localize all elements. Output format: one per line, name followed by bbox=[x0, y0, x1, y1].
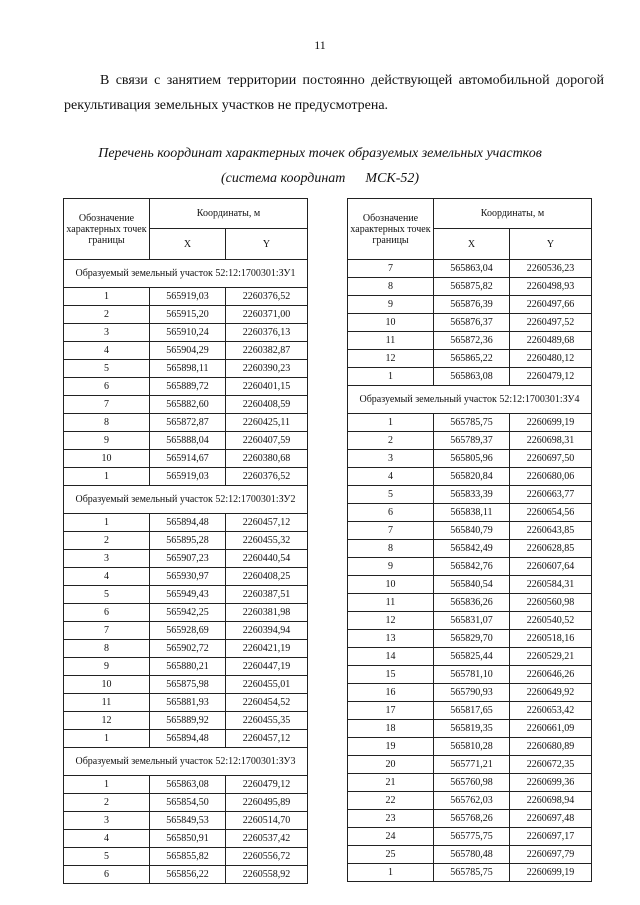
coordinate-system-value: МСК-52) bbox=[365, 171, 420, 186]
y-coordinate-cell: 2260699,19 bbox=[510, 864, 592, 882]
table-row bbox=[64, 396, 308, 414]
x-coordinate-cell: 565840,54 bbox=[434, 576, 510, 594]
y-coordinate-cell: 2260680,89 bbox=[510, 738, 592, 756]
x-coordinate-cell: 565817,65 bbox=[434, 702, 510, 720]
table-row bbox=[348, 630, 592, 648]
point-number-cell: 7 bbox=[64, 622, 150, 640]
table-row bbox=[64, 550, 308, 568]
table-row bbox=[64, 694, 308, 712]
table-row bbox=[64, 568, 308, 586]
table-row bbox=[348, 684, 592, 702]
x-coordinate-cell: 565907,23 bbox=[150, 550, 226, 568]
y-coordinate-cell: 2260425,11 bbox=[226, 414, 308, 432]
y-coordinate-cell: 2260643,85 bbox=[510, 522, 592, 540]
point-number-cell: 9 bbox=[64, 432, 150, 450]
point-number-cell: 1 bbox=[348, 414, 434, 432]
y-coordinate-cell: 2260387,51 bbox=[226, 586, 308, 604]
y-coordinate-cell: 2260408,25 bbox=[226, 568, 308, 586]
point-number-cell: 11 bbox=[348, 332, 434, 350]
x-coordinate-cell: 565856,22 bbox=[150, 866, 226, 884]
y-coordinate-cell: 2260654,56 bbox=[510, 504, 592, 522]
y-coordinate-cell: 2260381,98 bbox=[226, 604, 308, 622]
y-coordinate-cell: 2260380,68 bbox=[226, 450, 308, 468]
point-number-cell: 1 bbox=[64, 776, 150, 794]
x-coordinate-cell: 565949,43 bbox=[150, 586, 226, 604]
y-coordinate-cell: 2260497,66 bbox=[510, 296, 592, 314]
x-coordinate-cell: 565894,48 bbox=[150, 730, 226, 748]
x-coordinate-cell: 565855,82 bbox=[150, 848, 226, 866]
table-row bbox=[64, 468, 308, 486]
table-row bbox=[64, 848, 308, 866]
point-number-cell: 6 bbox=[348, 504, 434, 522]
y-coordinate-cell: 2260699,19 bbox=[510, 414, 592, 432]
table-row bbox=[64, 586, 308, 604]
y-coordinate-cell: 2260537,42 bbox=[226, 830, 308, 848]
section-row bbox=[64, 486, 308, 514]
point-number-cell: 5 bbox=[64, 586, 150, 604]
table-row bbox=[348, 864, 592, 882]
table-body-left bbox=[64, 260, 308, 884]
header-x: X bbox=[434, 229, 510, 260]
y-coordinate-cell: 2260455,01 bbox=[226, 676, 308, 694]
point-number-cell: 9 bbox=[64, 658, 150, 676]
x-coordinate-cell: 565872,36 bbox=[434, 332, 510, 350]
table-row bbox=[348, 720, 592, 738]
x-coordinate-cell: 565915,20 bbox=[150, 306, 226, 324]
table-row bbox=[348, 296, 592, 314]
point-number-cell: 11 bbox=[64, 694, 150, 712]
x-coordinate-cell: 565882,60 bbox=[150, 396, 226, 414]
header-point: Обозначение характерных точек границы bbox=[64, 199, 150, 260]
x-coordinate-cell: 565762,03 bbox=[434, 792, 510, 810]
table-row bbox=[64, 812, 308, 830]
y-coordinate-cell: 2260394,94 bbox=[226, 622, 308, 640]
x-coordinate-cell: 565919,03 bbox=[150, 288, 226, 306]
x-coordinate-cell: 565829,70 bbox=[434, 630, 510, 648]
point-number-cell: 23 bbox=[348, 810, 434, 828]
point-number-cell: 5 bbox=[64, 848, 150, 866]
y-coordinate-cell: 2260455,35 bbox=[226, 712, 308, 730]
x-coordinate-cell: 565889,92 bbox=[150, 712, 226, 730]
y-coordinate-cell: 2260407,59 bbox=[226, 432, 308, 450]
section-title: Образуемый земельный участок 52:12:1700301:ЗУ2 bbox=[64, 486, 308, 514]
y-coordinate-cell: 2260440,54 bbox=[226, 550, 308, 568]
table-row bbox=[348, 468, 592, 486]
point-number-cell: 7 bbox=[348, 522, 434, 540]
point-number-cell: 1 bbox=[64, 730, 150, 748]
y-coordinate-cell: 2260698,94 bbox=[510, 792, 592, 810]
x-coordinate-cell: 565875,98 bbox=[150, 676, 226, 694]
y-coordinate-cell: 2260447,19 bbox=[226, 658, 308, 676]
point-number-cell: 4 bbox=[64, 830, 150, 848]
x-coordinate-cell: 565880,21 bbox=[150, 658, 226, 676]
table-row bbox=[348, 558, 592, 576]
y-coordinate-cell: 2260697,48 bbox=[510, 810, 592, 828]
section-title: Образуемый земельный участок 52:12:1700301:ЗУ3 bbox=[64, 748, 308, 776]
point-number-cell: 16 bbox=[348, 684, 434, 702]
table-row bbox=[348, 774, 592, 792]
table-row bbox=[64, 730, 308, 748]
table-row bbox=[348, 260, 592, 278]
y-coordinate-cell: 2260454,52 bbox=[226, 694, 308, 712]
y-coordinate-cell: 2260498,93 bbox=[510, 278, 592, 296]
table-row bbox=[348, 738, 592, 756]
table-row bbox=[348, 756, 592, 774]
table-row bbox=[64, 306, 308, 324]
header-y: Y bbox=[510, 229, 592, 260]
point-number-cell: 1 bbox=[64, 468, 150, 486]
intro-paragraph bbox=[64, 68, 604, 118]
table-row bbox=[64, 532, 308, 550]
table-row bbox=[64, 450, 308, 468]
table-row bbox=[348, 540, 592, 558]
y-coordinate-cell: 2260390,23 bbox=[226, 360, 308, 378]
point-number-cell: 1 bbox=[64, 514, 150, 532]
table-row bbox=[64, 866, 308, 884]
point-number-cell: 3 bbox=[348, 450, 434, 468]
point-number-cell: 15 bbox=[348, 666, 434, 684]
table-row bbox=[348, 332, 592, 350]
point-number-cell: 9 bbox=[348, 296, 434, 314]
point-number-cell: 2 bbox=[64, 794, 150, 812]
x-coordinate-cell: 565898,11 bbox=[150, 360, 226, 378]
header-point: Обозначение характерных точек границы bbox=[348, 199, 434, 260]
table-row bbox=[348, 350, 592, 368]
point-number-cell: 6 bbox=[64, 378, 150, 396]
point-number-cell: 8 bbox=[348, 278, 434, 296]
table-row bbox=[348, 594, 592, 612]
x-coordinate-cell: 565819,35 bbox=[434, 720, 510, 738]
table-row bbox=[348, 414, 592, 432]
table-row bbox=[64, 622, 308, 640]
table-row bbox=[64, 342, 308, 360]
table-row bbox=[348, 846, 592, 864]
x-coordinate-cell: 565889,72 bbox=[150, 378, 226, 396]
page-number: 11 bbox=[314, 38, 326, 52]
x-coordinate-cell: 565768,26 bbox=[434, 810, 510, 828]
table-row bbox=[348, 486, 592, 504]
table-row bbox=[64, 776, 308, 794]
y-coordinate-cell: 2260698,31 bbox=[510, 432, 592, 450]
point-number-cell: 6 bbox=[64, 604, 150, 622]
y-coordinate-cell: 2260518,16 bbox=[510, 630, 592, 648]
intro-paragraph-text: В связи с занятием территории постоянно действующей автомобильной дорогой рекультивация земельных участков не предусмотрена. bbox=[64, 73, 604, 113]
coordinates-table-right bbox=[347, 198, 592, 882]
section-title: Образуемый земельный участок 52:12:1700301:ЗУ4 bbox=[348, 386, 592, 414]
y-coordinate-cell: 2260497,52 bbox=[510, 314, 592, 332]
y-coordinate-cell: 2260401,15 bbox=[226, 378, 308, 396]
table-row bbox=[64, 378, 308, 396]
point-number-cell: 24 bbox=[348, 828, 434, 846]
table-row bbox=[64, 658, 308, 676]
table-row bbox=[348, 702, 592, 720]
x-coordinate-cell: 565930,97 bbox=[150, 568, 226, 586]
y-coordinate-cell: 2260653,42 bbox=[510, 702, 592, 720]
y-coordinate-cell: 2260455,32 bbox=[226, 532, 308, 550]
point-number-cell: 8 bbox=[64, 640, 150, 658]
point-number-cell: 5 bbox=[64, 360, 150, 378]
point-number-cell: 22 bbox=[348, 792, 434, 810]
table-row bbox=[348, 612, 592, 630]
y-coordinate-cell: 2260421,19 bbox=[226, 640, 308, 658]
x-coordinate-cell: 565831,07 bbox=[434, 612, 510, 630]
x-coordinate-cell: 565849,53 bbox=[150, 812, 226, 830]
table-row bbox=[64, 604, 308, 622]
header-coordinates: Координаты, м bbox=[434, 199, 592, 229]
x-coordinate-cell: 565863,08 bbox=[150, 776, 226, 794]
table-row bbox=[348, 792, 592, 810]
point-number-cell: 8 bbox=[348, 540, 434, 558]
x-coordinate-cell: 565888,04 bbox=[150, 432, 226, 450]
table-row bbox=[348, 432, 592, 450]
x-coordinate-cell: 565805,96 bbox=[434, 450, 510, 468]
y-coordinate-cell: 2260376,13 bbox=[226, 324, 308, 342]
point-number-cell: 14 bbox=[348, 648, 434, 666]
y-coordinate-cell: 2260479,12 bbox=[510, 368, 592, 386]
y-coordinate-cell: 2260479,12 bbox=[226, 776, 308, 794]
table-row bbox=[64, 640, 308, 658]
x-coordinate-cell: 565840,79 bbox=[434, 522, 510, 540]
x-coordinate-cell: 565872,87 bbox=[150, 414, 226, 432]
x-coordinate-cell: 565876,37 bbox=[434, 314, 510, 332]
y-coordinate-cell: 2260540,52 bbox=[510, 612, 592, 630]
x-coordinate-cell: 565895,28 bbox=[150, 532, 226, 550]
point-number-cell: 3 bbox=[64, 550, 150, 568]
table-row bbox=[348, 522, 592, 540]
point-number-cell: 6 bbox=[64, 866, 150, 884]
table-row bbox=[348, 648, 592, 666]
header-coordinates: Координаты, м bbox=[150, 199, 308, 229]
y-coordinate-cell: 2260663,77 bbox=[510, 486, 592, 504]
x-coordinate-cell: 565785,75 bbox=[434, 414, 510, 432]
y-coordinate-cell: 2260514,70 bbox=[226, 812, 308, 830]
x-coordinate-cell: 565781,10 bbox=[434, 666, 510, 684]
y-coordinate-cell: 2260680,06 bbox=[510, 468, 592, 486]
y-coordinate-cell: 2260558,92 bbox=[226, 866, 308, 884]
y-coordinate-cell: 2260529,21 bbox=[510, 648, 592, 666]
y-coordinate-cell: 2260556,72 bbox=[226, 848, 308, 866]
point-number-cell: 12 bbox=[348, 350, 434, 368]
coordinate-system-caption bbox=[0, 171, 640, 187]
x-coordinate-cell: 565876,39 bbox=[434, 296, 510, 314]
point-number-cell: 7 bbox=[64, 396, 150, 414]
y-coordinate-cell: 2260646,26 bbox=[510, 666, 592, 684]
point-number-cell: 25 bbox=[348, 846, 434, 864]
y-coordinate-cell: 2260495,89 bbox=[226, 794, 308, 812]
coordinates-table-left bbox=[63, 198, 308, 884]
y-coordinate-cell: 2260480,12 bbox=[510, 350, 592, 368]
point-number-cell: 1 bbox=[348, 864, 434, 882]
point-number-cell: 10 bbox=[64, 450, 150, 468]
table-row bbox=[348, 314, 592, 332]
x-coordinate-cell: 565863,08 bbox=[434, 368, 510, 386]
x-coordinate-cell: 565785,75 bbox=[434, 864, 510, 882]
x-coordinate-cell: 565902,72 bbox=[150, 640, 226, 658]
x-coordinate-cell: 565910,24 bbox=[150, 324, 226, 342]
x-coordinate-cell: 565838,11 bbox=[434, 504, 510, 522]
point-number-cell: 4 bbox=[64, 568, 150, 586]
point-number-cell: 9 bbox=[348, 558, 434, 576]
y-coordinate-cell: 2260560,98 bbox=[510, 594, 592, 612]
y-coordinate-cell: 2260628,85 bbox=[510, 540, 592, 558]
table-body-right bbox=[348, 260, 592, 882]
point-number-cell: 4 bbox=[348, 468, 434, 486]
point-number-cell: 11 bbox=[348, 594, 434, 612]
table-row bbox=[348, 576, 592, 594]
table-row bbox=[348, 450, 592, 468]
y-coordinate-cell: 2260457,12 bbox=[226, 730, 308, 748]
y-coordinate-cell: 2260699,36 bbox=[510, 774, 592, 792]
x-coordinate-cell: 565825,44 bbox=[434, 648, 510, 666]
y-coordinate-cell: 2260697,79 bbox=[510, 846, 592, 864]
point-number-cell: 12 bbox=[348, 612, 434, 630]
y-coordinate-cell: 2260584,31 bbox=[510, 576, 592, 594]
x-coordinate-cell: 565863,04 bbox=[434, 260, 510, 278]
x-coordinate-cell: 565790,93 bbox=[434, 684, 510, 702]
x-coordinate-cell: 565836,26 bbox=[434, 594, 510, 612]
x-coordinate-cell: 565820,84 bbox=[434, 468, 510, 486]
point-number-cell: 2 bbox=[64, 532, 150, 550]
y-coordinate-cell: 2260376,52 bbox=[226, 468, 308, 486]
y-coordinate-cell: 2260672,35 bbox=[510, 756, 592, 774]
x-coordinate-cell: 565789,37 bbox=[434, 432, 510, 450]
table-row bbox=[348, 278, 592, 296]
y-coordinate-cell: 2260457,12 bbox=[226, 514, 308, 532]
table-row bbox=[64, 676, 308, 694]
table-row bbox=[348, 810, 592, 828]
x-coordinate-cell: 565771,21 bbox=[434, 756, 510, 774]
table-row bbox=[64, 414, 308, 432]
x-coordinate-cell: 565875,82 bbox=[434, 278, 510, 296]
header-x: X bbox=[150, 229, 226, 260]
x-coordinate-cell: 565928,69 bbox=[150, 622, 226, 640]
y-coordinate-cell: 2260371,00 bbox=[226, 306, 308, 324]
table-row bbox=[348, 504, 592, 522]
y-coordinate-cell: 2260536,23 bbox=[510, 260, 592, 278]
table-row bbox=[348, 666, 592, 684]
point-number-cell: 4 bbox=[64, 342, 150, 360]
section-row bbox=[64, 748, 308, 776]
x-coordinate-cell: 565842,49 bbox=[434, 540, 510, 558]
point-number-cell: 12 bbox=[64, 712, 150, 730]
y-coordinate-cell: 2260607,64 bbox=[510, 558, 592, 576]
point-number-cell: 17 bbox=[348, 702, 434, 720]
section-title: Образуемый земельный участок 52:12:1700301:ЗУ1 bbox=[64, 260, 308, 288]
section-row bbox=[348, 386, 592, 414]
point-number-cell: 3 bbox=[64, 324, 150, 342]
point-number-cell: 5 bbox=[348, 486, 434, 504]
point-number-cell: 1 bbox=[64, 288, 150, 306]
x-coordinate-cell: 565842,76 bbox=[434, 558, 510, 576]
table-row bbox=[348, 368, 592, 386]
point-number-cell: 8 bbox=[64, 414, 150, 432]
x-coordinate-cell: 565914,67 bbox=[150, 450, 226, 468]
x-coordinate-cell: 565881,93 bbox=[150, 694, 226, 712]
point-number-cell: 3 bbox=[64, 812, 150, 830]
x-coordinate-cell: 565919,03 bbox=[150, 468, 226, 486]
table-row bbox=[64, 432, 308, 450]
y-coordinate-cell: 2260408,59 bbox=[226, 396, 308, 414]
table-row bbox=[64, 360, 308, 378]
point-number-cell: 10 bbox=[64, 676, 150, 694]
point-number-cell: 2 bbox=[348, 432, 434, 450]
table-row bbox=[64, 288, 308, 306]
y-coordinate-cell: 2260649,92 bbox=[510, 684, 592, 702]
table-caption: Перечень координат характерных точек образуемых земельных участков bbox=[98, 146, 542, 161]
section-row bbox=[64, 260, 308, 288]
table-row bbox=[64, 324, 308, 342]
x-coordinate-cell: 565760,98 bbox=[434, 774, 510, 792]
point-number-cell: 2 bbox=[64, 306, 150, 324]
point-number-cell: 7 bbox=[348, 260, 434, 278]
x-coordinate-cell: 565775,75 bbox=[434, 828, 510, 846]
x-coordinate-cell: 565865,22 bbox=[434, 350, 510, 368]
point-number-cell: 10 bbox=[348, 314, 434, 332]
point-number-cell: 1 bbox=[348, 368, 434, 386]
point-number-cell: 20 bbox=[348, 756, 434, 774]
x-coordinate-cell: 565780,48 bbox=[434, 846, 510, 864]
x-coordinate-cell: 565904,29 bbox=[150, 342, 226, 360]
coordinate-system-label: (система координат bbox=[220, 171, 346, 186]
y-coordinate-cell: 2260382,87 bbox=[226, 342, 308, 360]
table-row bbox=[64, 712, 308, 730]
y-coordinate-cell: 2260697,50 bbox=[510, 450, 592, 468]
y-coordinate-cell: 2260661,09 bbox=[510, 720, 592, 738]
y-coordinate-cell: 2260697,17 bbox=[510, 828, 592, 846]
x-coordinate-cell: 565854,50 bbox=[150, 794, 226, 812]
header-y: Y bbox=[226, 229, 308, 260]
x-coordinate-cell: 565942,25 bbox=[150, 604, 226, 622]
point-number-cell: 18 bbox=[348, 720, 434, 738]
y-coordinate-cell: 2260489,68 bbox=[510, 332, 592, 350]
table-row bbox=[64, 514, 308, 532]
x-coordinate-cell: 565894,48 bbox=[150, 514, 226, 532]
table-row bbox=[348, 828, 592, 846]
table-row bbox=[64, 830, 308, 848]
x-coordinate-cell: 565810,28 bbox=[434, 738, 510, 756]
point-number-cell: 13 bbox=[348, 630, 434, 648]
table-row bbox=[64, 794, 308, 812]
point-number-cell: 10 bbox=[348, 576, 434, 594]
x-coordinate-cell: 565833,39 bbox=[434, 486, 510, 504]
x-coordinate-cell: 565850,91 bbox=[150, 830, 226, 848]
point-number-cell: 21 bbox=[348, 774, 434, 792]
point-number-cell: 19 bbox=[348, 738, 434, 756]
y-coordinate-cell: 2260376,52 bbox=[226, 288, 308, 306]
